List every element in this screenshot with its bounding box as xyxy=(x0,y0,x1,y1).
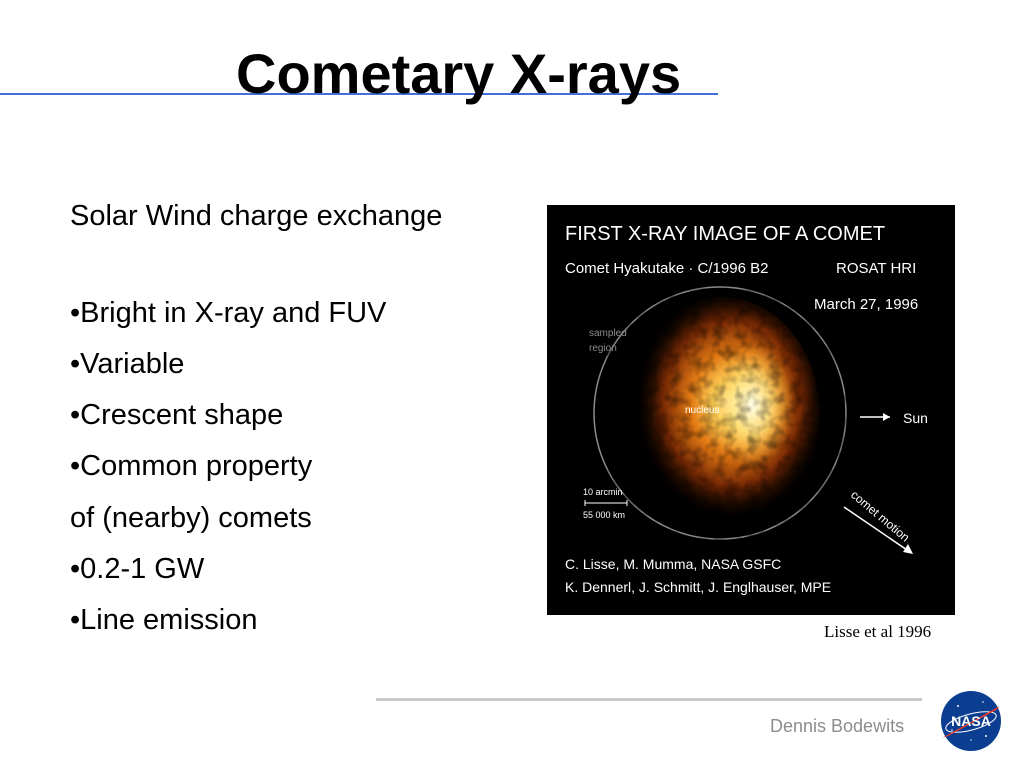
instrument-label: ROSAT HRI xyxy=(836,260,917,277)
region-label: region xyxy=(589,343,617,354)
credit-line-2: K. Dennerl, J. Schmitt, J. Englhauser, MPE xyxy=(565,579,832,595)
motion-label: comet motion xyxy=(848,487,913,545)
bullet-item: •Crescent shape xyxy=(70,399,284,431)
nasa-logo-icon xyxy=(938,688,1004,754)
slide-title: Cometary X-rays xyxy=(236,42,682,105)
bullet-item: •Bright in X-ray and FUV xyxy=(70,297,387,329)
xray-noise-texture xyxy=(607,285,847,555)
intro-text: Solar Wind charge exchange xyxy=(70,200,443,232)
bullet-item: •Common property xyxy=(70,450,313,482)
xray-image-graphic xyxy=(547,205,955,615)
bullet-continuation: of (nearby) comets xyxy=(70,502,312,534)
sun-label: Sun xyxy=(903,410,928,426)
sampled-label: sampled xyxy=(589,328,627,339)
footer-divider xyxy=(376,698,922,701)
scale-arcmin-label: 10 arcmin xyxy=(583,487,623,497)
xray-comet-image xyxy=(547,205,955,615)
sun-arrowhead xyxy=(883,413,890,421)
comet-name: Comet Hyakutake · C/1996 B2 xyxy=(565,260,769,277)
credit-line-1: C. Lisse, M. Mumma, NASA GSFC xyxy=(565,556,782,572)
bullet-item: •0.2-1 GW xyxy=(70,553,205,585)
scale-km-label: 55 000 km xyxy=(583,510,626,520)
bullet-item: •Variable xyxy=(70,348,185,380)
nasa-logo-text: NASA xyxy=(951,713,991,729)
bullet-item: •Line emission xyxy=(70,604,258,636)
figure-caption: Lisse et al 1996 xyxy=(824,622,932,641)
author-name: Dennis Bodewits xyxy=(770,716,905,736)
figure-heading: FIRST X-RAY IMAGE OF A COMET xyxy=(565,223,886,245)
observation-date: March 27, 1996 xyxy=(814,296,919,313)
nucleus-label: nucleus xyxy=(685,405,720,416)
